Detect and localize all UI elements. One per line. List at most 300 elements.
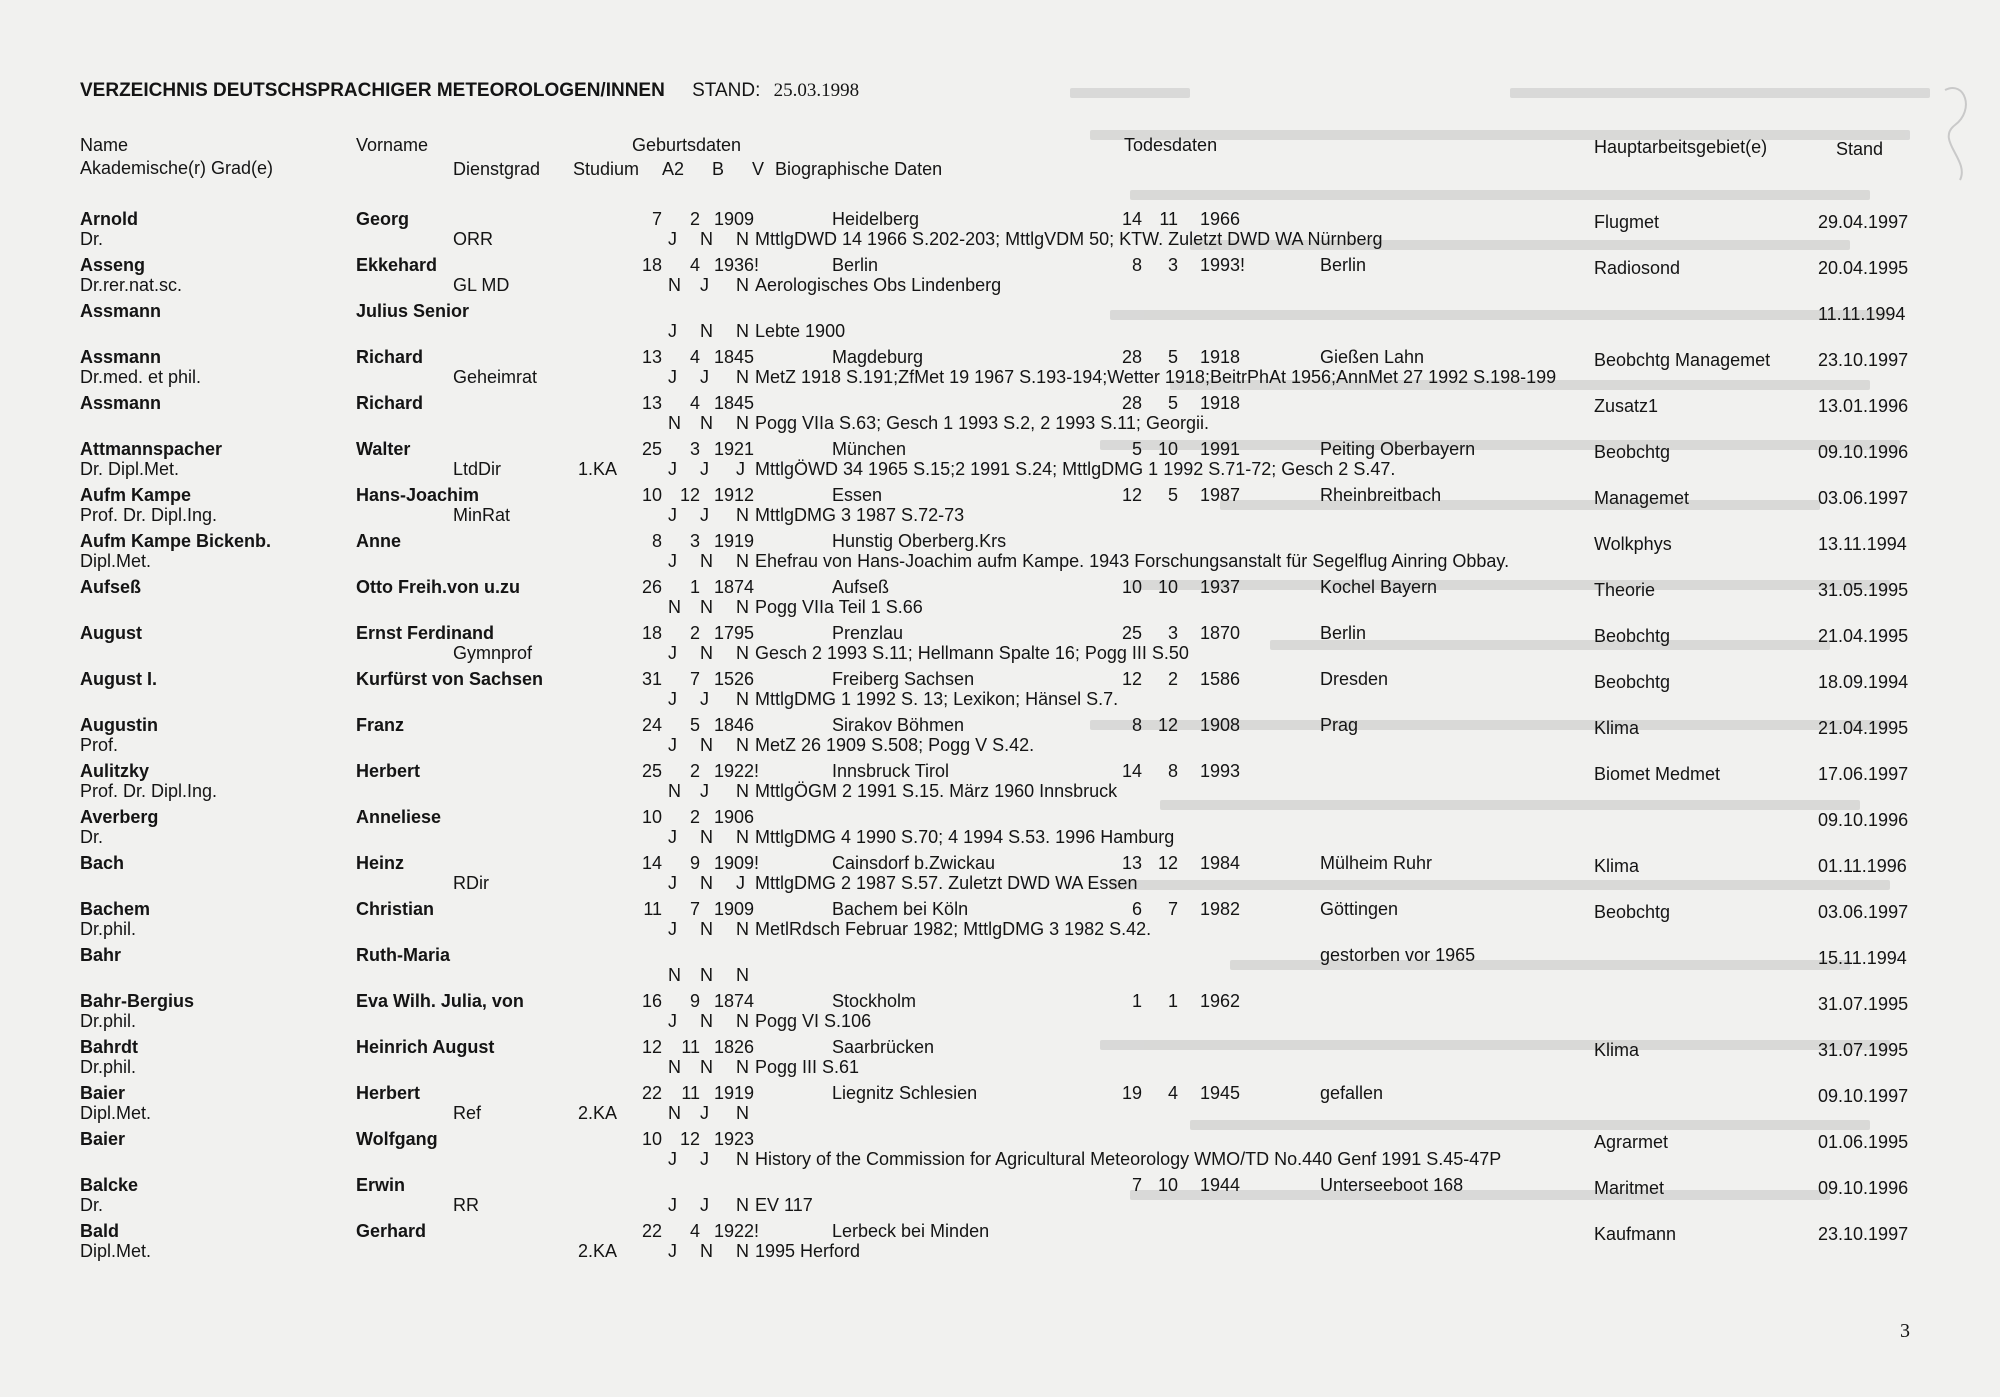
entry-name: Arnold	[80, 209, 138, 229]
entry-b-month: 11	[681, 1083, 700, 1103]
entry-v: N	[736, 413, 749, 433]
entry-b-place: Heidelberg	[832, 209, 920, 229]
entry-d-place: Dresden	[1320, 669, 1389, 689]
entry-stand: 03.06.1997	[1818, 902, 1909, 922]
pencil-scribble	[1935, 70, 1985, 190]
entry-b-day: 26	[641, 577, 662, 597]
entry-a2: J	[668, 1011, 677, 1031]
entry-dienst: Geheimrat	[453, 367, 538, 387]
entry-b-day: 18	[641, 255, 662, 275]
entry-d-month: 2	[1167, 669, 1178, 689]
entry-v: N	[736, 735, 749, 755]
entry-b-day: 12	[641, 1037, 662, 1057]
entry-vorname: Richard	[356, 347, 424, 367]
entry-field: Beobchtg	[1594, 442, 1671, 462]
entry-b: N	[700, 735, 713, 755]
entry-d-month: 1	[1167, 991, 1178, 1011]
header-grad: Akademische(r) Grad(e)	[80, 158, 274, 178]
entry-vorname: Hans-Joachim	[356, 485, 480, 505]
header-a2: A2	[662, 159, 685, 179]
entry-d-year: 1962	[1200, 991, 1241, 1011]
entry-d-month: 10	[1157, 577, 1178, 597]
entry-b: N	[700, 413, 713, 433]
entry-b-year: 1874	[714, 991, 755, 1011]
entry-d-place: Berlin	[1320, 255, 1367, 275]
entry-name: Averberg	[80, 807, 159, 827]
entry-d-month: 4	[1167, 1083, 1178, 1103]
entry-b: N	[700, 965, 713, 985]
entry-b-place: München	[832, 439, 907, 459]
entry-field: Theorie	[1594, 580, 1656, 600]
entry-b-day: 7	[651, 209, 662, 229]
entry-dienst: RDir	[453, 873, 489, 893]
entry-d-year: 1991	[1200, 439, 1241, 459]
entry-b-day: 18	[641, 623, 662, 643]
entry-stand: 13.01.1996	[1818, 396, 1909, 416]
entry-d-day: 7	[1131, 1175, 1142, 1195]
entry-field: Klima	[1594, 856, 1640, 876]
entry-d-month: 5	[1167, 347, 1178, 367]
entry-stand: 09.10.1997	[1818, 1086, 1909, 1106]
entry-a2: N	[668, 413, 681, 433]
entry-stand: 21.04.1995	[1818, 718, 1909, 738]
header-name: Name	[80, 135, 129, 155]
entry-b: N	[700, 321, 713, 341]
entry-grad: Dipl.Met.	[80, 1103, 152, 1123]
entry-b-year: 1936!	[714, 255, 760, 275]
entry-name: Balcke	[80, 1175, 139, 1195]
entry-field: Kaufmann	[1594, 1224, 1677, 1244]
entry-name: Bahrdt	[80, 1037, 138, 1057]
entry-field: Agrarmet	[1594, 1132, 1669, 1152]
entry-b-month: 2	[689, 807, 700, 827]
entry-stand: 01.06.1995	[1818, 1132, 1909, 1152]
entry-bio: Ehefrau von Hans-Joachim aufm Kampe. 1943 Forschungsanstalt für Segelflug Ainring Obbay.	[755, 551, 1510, 571]
entry-d-place: Gießen Lahn	[1320, 347, 1425, 367]
entry-stand: 23.10.1997	[1818, 350, 1909, 370]
entry-d-place: Unterseeboot 168	[1320, 1175, 1464, 1195]
entry-b-month: 2	[689, 209, 700, 229]
entry-d-month: 12	[1157, 853, 1178, 873]
entry-name: Bald	[80, 1221, 120, 1241]
entry-b-day: 11	[643, 899, 662, 919]
entry-d-day: 13	[1121, 853, 1142, 873]
entry-a2: J	[668, 367, 677, 387]
entry-a2: J	[668, 1241, 677, 1261]
entry-name: Aufseß	[80, 577, 142, 597]
entry-v: N	[736, 367, 749, 387]
entry-field: Beobchtg	[1594, 626, 1671, 646]
entry-name: Aulitzky	[80, 761, 150, 781]
entry-b-year: 1921	[714, 439, 755, 459]
entry-name: Aufm Kampe Bickenb.	[80, 531, 272, 551]
entry-bio: MetZ 26 1909 S.508; Pogg V S.42.	[755, 735, 1035, 755]
entry-stand: 09.10.1996	[1818, 1178, 1909, 1198]
entry-name: Assmann	[80, 347, 162, 367]
entry-d-place: Rheinbreitbach	[1320, 485, 1442, 505]
entry-b-day: 22	[641, 1221, 662, 1241]
entry-b-day: 8	[651, 531, 662, 551]
entry-studium: 1.KA	[578, 459, 618, 479]
document-title: VERZEICHNIS DEUTSCHSPRACHIGER METEOROLOGEN/INNEN	[80, 80, 665, 101]
entry-d-year: 1908	[1200, 715, 1241, 735]
entry-bio: History of the Commission for Agricultural Meteorology WMO/TD No.440 Genf 1991 S.45-47P	[755, 1149, 1502, 1169]
entry-bio: Lebte 1900	[755, 321, 846, 341]
entry-d-day: 25	[1121, 623, 1142, 643]
entry-field: Beobchtg	[1594, 902, 1671, 922]
entry-b-month: 11	[681, 1037, 700, 1057]
entry-v: N	[736, 689, 749, 709]
entry-a2: J	[668, 505, 677, 525]
entry-b: J	[700, 1149, 709, 1169]
entry-b-year: 1845	[714, 393, 755, 413]
entry-b: J	[700, 275, 709, 295]
entry-a2: J	[668, 551, 677, 571]
entry-b: N	[700, 919, 713, 939]
entry-field: Maritmet	[1594, 1178, 1665, 1198]
entry-v: J	[736, 459, 745, 479]
entry-stand: 31.07.1995	[1818, 994, 1909, 1014]
page-number: 3	[1900, 1320, 1910, 1342]
entry-b-month: 3	[689, 531, 700, 551]
entry-d-day: 6	[1131, 899, 1142, 919]
entry-d-day: 10	[1121, 577, 1142, 597]
entry-field: Flugmet	[1594, 212, 1660, 232]
entry-a2: J	[668, 321, 677, 341]
entry-name: Attmannspacher	[80, 439, 223, 459]
entry-b-place: Saarbrücken	[832, 1037, 935, 1057]
entry-grad: Prof.	[80, 735, 119, 755]
entry-d-year: 1993	[1200, 761, 1241, 781]
entry-d-place: Mülheim Ruhr	[1320, 853, 1433, 873]
entry-d-year: 1937	[1200, 577, 1241, 597]
entry-d-year: 1987	[1200, 485, 1241, 505]
entry-grad: Dipl.Met.	[80, 551, 152, 571]
entry-b-month: 4	[689, 1221, 700, 1241]
entry-v: N	[736, 275, 749, 295]
entry-stand: 29.04.1997	[1818, 212, 1909, 232]
entry-vorname: Otto Freih.von u.zu	[356, 577, 520, 597]
entry-b: J	[700, 781, 709, 801]
entry-b-place: Magdeburg	[832, 347, 924, 367]
entry-b: J	[700, 367, 709, 387]
entry-b-place: Innsbruck Tirol	[832, 761, 950, 781]
entry-stand: 21.04.1995	[1818, 626, 1909, 646]
entry-b-place: Hunstig Oberberg.Krs	[832, 531, 1007, 551]
entry-field: Radiosond	[1594, 258, 1681, 278]
entry-field: Beobchtg	[1594, 672, 1671, 692]
entry-a2: J	[668, 735, 677, 755]
entry-a2: J	[668, 919, 677, 939]
entry-b-day: 16	[641, 991, 662, 1011]
entry-v: N	[736, 919, 749, 939]
entry-name: Assmann	[80, 301, 162, 321]
entry-d-day: 14	[1121, 761, 1142, 781]
entry-b-month: 7	[689, 669, 700, 689]
entry-studium: 2.KA	[578, 1241, 618, 1261]
entry-name: August I.	[80, 669, 157, 689]
entry-d-day: 12	[1121, 669, 1142, 689]
entry-v: N	[736, 1057, 749, 1077]
entry-vorname: Anneliese	[356, 807, 442, 827]
entry-bio: Pogg VIIa S.63; Gesch 1 1993 S.2, 2 1993 S.11; Georgii.	[755, 413, 1209, 433]
entry-name: Augustin	[80, 715, 158, 735]
entry-a2: J	[668, 1195, 677, 1215]
entry-b-place: Lerbeck bei Minden	[832, 1221, 990, 1241]
entry-b-year: 1846	[714, 715, 755, 735]
entry-b: N	[700, 1011, 713, 1031]
entry-b: J	[700, 459, 709, 479]
entry-v: N	[736, 229, 749, 249]
entry-bio: MttlgDWD 14 1966 S.202-203; MttlgVDM 50; KTW. Zuletzt DWD WA Nürnberg	[755, 229, 1383, 249]
header-hauptarbeitsgebiet: Hauptarbeitsgebiet(e)	[1594, 137, 1768, 157]
stand-label: STAND:	[692, 80, 761, 101]
entry-vorname: Ernst Ferdinand	[356, 623, 495, 643]
entry-b-year: 1795	[714, 623, 755, 643]
entry-b-month: 4	[689, 255, 700, 275]
entry-field: Managemet	[1594, 488, 1690, 508]
entry-d-day: 14	[1121, 209, 1142, 229]
entry-grad: Dr.phil.	[80, 1011, 137, 1031]
entry-d-day: 19	[1121, 1083, 1142, 1103]
entry-b: N	[700, 643, 713, 663]
entry-grad: Dr.phil.	[80, 1057, 137, 1077]
entry-d-month: 10	[1157, 439, 1178, 459]
entry-stand: 18.09.1994	[1818, 672, 1909, 692]
entry-b-month: 12	[679, 485, 700, 505]
entry-b-month: 3	[689, 439, 700, 459]
entry-b-month: 12	[679, 1129, 700, 1149]
entry-b-year: 1909	[714, 209, 755, 229]
header-dienstgrad: Dienstgrad	[453, 159, 541, 179]
entry-grad: Dr.	[80, 827, 104, 847]
entry-bio: MttlgÖGM 2 1991 S.15. März 1960 Innsbruck	[755, 781, 1118, 801]
entry-b-day: 13	[641, 393, 662, 413]
entry-b-year: 1922!	[714, 1221, 760, 1241]
entry-bio: Pogg VIIa Teil 1 S.66	[755, 597, 923, 617]
entry-a2: N	[668, 1103, 681, 1123]
entry-b: N	[700, 597, 713, 617]
entry-vorname: Herbert	[356, 1083, 421, 1103]
entry-grad: Prof. Dr. Dipl.Ing.	[80, 781, 218, 801]
entry-a2: J	[668, 643, 677, 663]
entry-b-day: 10	[641, 485, 662, 505]
entry-dienst: ORR	[453, 229, 493, 249]
entry-grad: Dr.phil.	[80, 919, 137, 939]
entry-b-place: Essen	[832, 485, 883, 505]
entry-a2: J	[668, 827, 677, 847]
entry-b-month: 9	[689, 991, 700, 1011]
entry-b-year: 1526	[714, 669, 755, 689]
entry-a2: J	[668, 229, 677, 249]
entry-b-month: 4	[689, 347, 700, 367]
entry-vorname: Anne	[356, 531, 401, 551]
entry-b: N	[700, 1057, 713, 1077]
entry-d-year: 1966	[1200, 209, 1241, 229]
entry-b-year: 1909	[714, 899, 755, 919]
entry-stand: 09.10.1996	[1818, 810, 1909, 830]
entry-d-day: 8	[1131, 715, 1142, 735]
entry-name: Bachem	[80, 899, 151, 919]
entry-vorname: Ekkehard	[356, 255, 438, 275]
entry-d-day: 8	[1131, 255, 1142, 275]
entry-a2: J	[668, 1149, 677, 1169]
entry-a2: N	[668, 965, 681, 985]
entry-vorname: Gerhard	[356, 1221, 427, 1241]
entry-field: Beobchtg Managemet	[1594, 350, 1771, 370]
entry-name: Asseng	[80, 255, 146, 275]
entry-b-month: 5	[689, 715, 700, 735]
entry-stand: 31.05.1995	[1818, 580, 1909, 600]
entry-b-month: 4	[689, 393, 700, 413]
entry-d-place: Prag	[1320, 715, 1359, 735]
entry-stand: 09.10.1996	[1818, 442, 1909, 462]
entry-b-year: 1874	[714, 577, 755, 597]
entry-d-day: 1	[1131, 991, 1142, 1011]
entry-d-year: 1918	[1200, 393, 1241, 413]
entry-b: J	[700, 505, 709, 525]
entry-grad: Prof. Dr. Dipl.Ing.	[80, 505, 218, 525]
entry-v: N	[736, 643, 749, 663]
entry-d-day: 28	[1121, 347, 1142, 367]
entry-vorname: Franz	[356, 715, 405, 735]
entry-d-day: 12	[1121, 485, 1142, 505]
entry-name: Bahr-Bergius	[80, 991, 195, 1011]
entry-a2: J	[668, 459, 677, 479]
entry-b-year: 1826	[714, 1037, 755, 1057]
entry-b-year: 1919	[714, 531, 755, 551]
entry-b-day: 31	[641, 669, 662, 689]
entry-b-month: 1	[689, 577, 700, 597]
entry-v: N	[736, 551, 749, 571]
entry-grad: Dr. Dipl.Met.	[80, 459, 180, 479]
entry-b-day: 13	[641, 347, 662, 367]
entry-v: N	[736, 1149, 749, 1169]
entry-v: N	[736, 505, 749, 525]
entry-grad: Dr.	[80, 229, 104, 249]
entry-d-place: gefallen	[1320, 1083, 1384, 1103]
entry-b-day: 22	[641, 1083, 662, 1103]
entry-b: J	[700, 689, 709, 709]
entry-b-year: 1922!	[714, 761, 760, 781]
entry-d-month: 5	[1167, 393, 1178, 413]
entry-vorname: Heinrich August	[356, 1037, 495, 1057]
entry-b-day: 10	[641, 1129, 662, 1149]
entry-v: N	[736, 1103, 749, 1123]
header-b: B	[712, 159, 725, 179]
entry-grad: Dr.	[80, 1195, 104, 1215]
entry-b-place: Aufseß	[832, 577, 890, 597]
entry-bio: MetlRdsch Februar 1982; MttlgDMG 3 1982 S.42.	[755, 919, 1152, 939]
entry-b: J	[700, 1195, 709, 1215]
entry-v: N	[736, 1195, 749, 1215]
header-geburtsdaten: Geburtsdaten	[632, 135, 742, 155]
entry-b-place: Cainsdorf b.Zwickau	[832, 853, 996, 873]
entry-b-day: 24	[641, 715, 662, 735]
entry-d-month: 3	[1167, 623, 1178, 643]
entry-b: N	[700, 827, 713, 847]
entry-dienst: Gymnprof	[453, 643, 533, 663]
entry-v: N	[736, 321, 749, 341]
entry-dienst: GL MD	[453, 275, 510, 295]
entry-stand: 11.11.1994	[1818, 304, 1906, 324]
entry-b-place: Freiberg Sachsen	[832, 669, 975, 689]
entry-d-year: 1944	[1200, 1175, 1241, 1195]
entry-field: Biomet Medmet	[1594, 764, 1721, 784]
entry-name: Bach	[80, 853, 125, 873]
entry-b-day: 14	[641, 853, 662, 873]
entry-name: August	[80, 623, 142, 643]
entry-d-month: 11	[1159, 209, 1178, 229]
entry-d-place: Kochel Bayern	[1320, 577, 1438, 597]
entry-a2: N	[668, 781, 681, 801]
entry-a2: J	[668, 873, 677, 893]
entry-grad: Dr.rer.nat.sc.	[80, 275, 183, 295]
entry-bio: 1995 Herford	[755, 1241, 861, 1261]
entry-b: N	[700, 551, 713, 571]
header-studium: Studium	[573, 159, 640, 179]
entry-bio: MetZ 1918 S.191;ZfMet 19 1967 S.193-194;Wetter 1918;BeitrPhAt 1956;AnnMet 27 1992 S.198-199	[755, 367, 1557, 387]
entry-bio: EV 117	[755, 1195, 813, 1215]
entry-name: Assmann	[80, 393, 162, 413]
entry-d-year: 1586	[1200, 669, 1241, 689]
entry-d-day: 28	[1121, 393, 1142, 413]
entry-b-place: Liegnitz Schlesien	[832, 1083, 978, 1103]
entry-d-place: Göttingen	[1320, 899, 1399, 919]
entry-d-year: 1918	[1200, 347, 1241, 367]
entry-d-month: 7	[1167, 899, 1178, 919]
entry-d-month: 5	[1167, 485, 1178, 505]
entry-v: N	[736, 1241, 749, 1261]
header-vorname: Vorname	[356, 135, 429, 155]
entry-bio: Aerologisches Obs Lindenberg	[755, 275, 1002, 295]
header-stand: Stand	[1836, 139, 1884, 159]
entry-studium: 2.KA	[578, 1103, 618, 1123]
entry-dienst: MinRat	[453, 505, 511, 525]
entry-b: N	[700, 229, 713, 249]
entry-vorname: Heinz	[356, 853, 405, 873]
entry-field: Zusatz1	[1594, 396, 1659, 416]
entry-d-month: 10	[1157, 1175, 1178, 1195]
entry-a2: J	[668, 689, 677, 709]
entry-d-month: 12	[1157, 715, 1178, 735]
entry-b: N	[700, 1241, 713, 1261]
entry-d-place: Peiting Oberbayern	[1320, 439, 1476, 459]
entry-v: N	[736, 827, 749, 847]
entry-a2: N	[668, 275, 681, 295]
entry-vorname: Walter	[356, 439, 411, 459]
entry-b: N	[700, 873, 713, 893]
entry-name: Aufm Kampe	[80, 485, 192, 505]
entry-bio: MttlgÖWD 34 1965 S.15;2 1991 S.24; MttlgDMG 1 1992 S.71-72; Gesch 2 S.47.	[755, 459, 1396, 479]
entry-stand: 17.06.1997	[1818, 764, 1909, 784]
entry-vorname: Ruth-Maria	[356, 945, 450, 965]
entry-d-year: 1870	[1200, 623, 1241, 643]
entry-field: Klima	[1594, 1040, 1640, 1060]
entry-d-year: 1984	[1200, 853, 1241, 873]
entry-b-day: 25	[641, 761, 662, 781]
entry-bio: MttlgDMG 1 1992 S. 13; Lexikon; Hänsel S.7.	[755, 689, 1119, 709]
entry-stand: 01.11.1996	[1818, 856, 1907, 876]
entry-b-year: 1919	[714, 1083, 755, 1103]
entry-vorname: Herbert	[356, 761, 421, 781]
entry-b-place: Prenzlau	[832, 623, 904, 643]
entry-b-place: Berlin	[832, 255, 879, 275]
entry-dienst: Ref	[453, 1103, 482, 1123]
entry-b-place: Sirakov Böhmen	[832, 715, 965, 735]
entry-vorname: Erwin	[356, 1175, 406, 1195]
header-todesdaten: Todesdaten	[1124, 135, 1218, 155]
